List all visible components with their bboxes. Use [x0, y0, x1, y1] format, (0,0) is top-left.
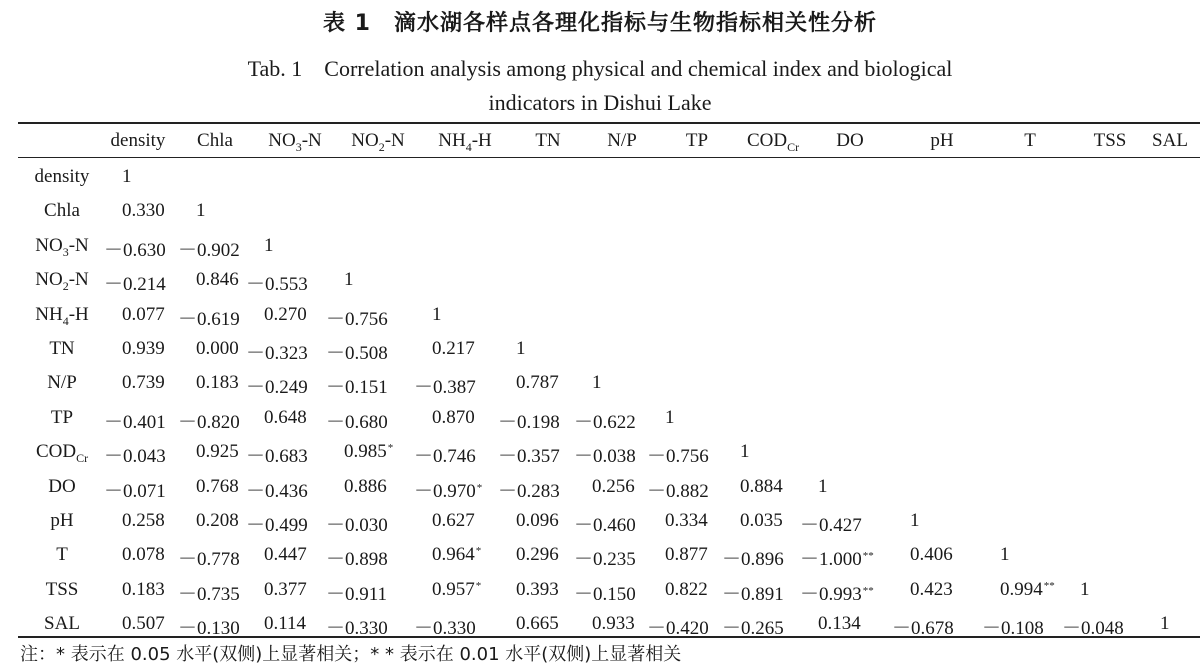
table-cell: 1	[516, 338, 526, 359]
table-cell: －0.387	[414, 377, 476, 399]
table-cell: －0.882	[647, 480, 709, 502]
table-cell: －0.683	[246, 446, 308, 468]
table-cell: 1	[818, 475, 828, 497]
significance-marker: **	[1043, 579, 1055, 592]
table-cell: －0.499	[246, 515, 308, 536]
column-header-13: TSS	[1093, 130, 1127, 151]
table-cell: －0.330	[326, 618, 388, 640]
table-cell: －0.420	[647, 618, 709, 640]
table-cell: －0.553	[246, 274, 308, 296]
table-cell: －0.401	[104, 411, 166, 433]
table-cell: 0.208	[196, 510, 239, 531]
table-cell: 0.096	[516, 510, 559, 531]
column-header-9: $COD_{Cr}$	[746, 130, 800, 154]
table-cell: －0.891	[722, 583, 784, 605]
row-label-11: pH	[50, 510, 74, 531]
table-cell: 1	[1000, 544, 1010, 566]
table-cell: 1	[196, 200, 206, 222]
table-header-rule	[18, 157, 1200, 158]
table-cell: 0.334	[665, 510, 708, 531]
row-label-9: $COD_{Cr}$	[35, 441, 89, 465]
table-cell: 0.217	[432, 338, 475, 359]
table-cell: －0.427	[800, 515, 862, 536]
table-cell: －0.043	[104, 446, 166, 468]
row-label-14: SAL	[44, 613, 80, 635]
table-top-rule	[18, 122, 1200, 124]
table-cell: 0.507	[122, 613, 165, 635]
row-label-6: TN	[49, 338, 75, 359]
table-cell: －0.130	[178, 618, 240, 640]
column-header-3: $NO_3-N$	[268, 130, 322, 154]
column-header-10: DO	[836, 130, 864, 151]
table-cell: 0.134	[818, 613, 861, 635]
table-cell: 0.870	[432, 406, 475, 428]
table-cell: 0.925	[196, 441, 239, 463]
table-cell: 0.787	[516, 372, 559, 394]
column-header-2: Chla	[197, 130, 233, 151]
table-cell: 1	[910, 510, 920, 531]
table-cell: －0.896	[722, 549, 784, 571]
table-cell: －0.323	[246, 343, 308, 364]
column-header-1: density	[110, 130, 166, 151]
table-cell: －0.071	[104, 480, 166, 502]
table-cell: 1	[344, 269, 354, 291]
table-cell: 1	[122, 166, 132, 187]
table-cell: －0.680	[326, 411, 388, 433]
table-cell: 0.078	[122, 544, 165, 566]
row-label-2: Chla	[44, 200, 80, 222]
table-cell: 0.035	[740, 510, 783, 531]
table-cell: 0.256	[592, 475, 635, 497]
table-cell: 0.884	[740, 475, 783, 497]
table-cell: 0.423	[910, 578, 953, 600]
table-cell: －0.436	[246, 480, 308, 502]
table-cell: －0.214	[104, 274, 166, 296]
table-cell: 0.393	[516, 578, 559, 600]
table-cell: 0.447	[264, 544, 307, 566]
column-header-7: N/P	[607, 130, 637, 151]
column-header-5: $NH_4-H$	[438, 130, 492, 154]
column-header-14: SAL	[1152, 130, 1188, 151]
row-label-13: TSS	[45, 578, 79, 600]
table-cell: －0.151	[326, 377, 388, 399]
column-header-4: $NO_2-N$	[351, 130, 405, 154]
table-cell: －0.622	[574, 411, 636, 433]
significance-marker: *	[475, 545, 482, 558]
significance-marker: **	[862, 584, 874, 597]
table-cell: 0.648	[264, 406, 307, 428]
table-cell: 0.877	[665, 544, 708, 566]
table-cell: 0.330	[122, 200, 165, 222]
table-cell: 0.768	[196, 475, 239, 497]
column-header-12: T	[1024, 130, 1036, 151]
table-cell: －0.619	[178, 308, 240, 330]
table-cell: 0.957*	[432, 578, 482, 600]
table-cell: －0.265	[722, 618, 784, 640]
table-cell: 0.183	[196, 372, 239, 394]
row-label-10: DO	[48, 475, 76, 497]
table-cell: 0.114	[264, 613, 307, 635]
table-cell: 0.739	[122, 372, 165, 394]
table-cell: 1	[1160, 613, 1170, 635]
row-label-8: TP	[50, 406, 74, 428]
table-cell: －0.249	[246, 377, 308, 399]
table-cell: －0.460	[574, 515, 636, 536]
table-cell: －0.198	[498, 411, 560, 433]
table-footnote: 注：* 表示在 0.05 水平(双侧)上显著相关；* * 表示在 0.01 水平(双侧)上显著相关	[20, 644, 682, 665]
table-cell: 1	[740, 441, 750, 463]
table-cell: 0.964*	[432, 544, 482, 566]
table-cell: 0.183	[122, 578, 165, 600]
table-caption-chinese: 表 1 滴水湖各样点各理化指标与生物指标相关性分析	[323, 11, 877, 36]
table-cell: －0.048	[1062, 618, 1124, 640]
table-cell: 0.994**	[1000, 578, 1055, 600]
table-cell: －0.030	[326, 515, 388, 536]
table-cell: －1.000**	[800, 549, 874, 571]
table-cell: 0.406	[910, 544, 953, 566]
table-cell: 1	[592, 372, 602, 394]
table-cell: －0.330	[414, 618, 476, 640]
row-label-3: $NO_3-N$	[35, 234, 89, 259]
table-cell: 1	[432, 303, 442, 325]
table-cell: －0.746	[414, 446, 476, 468]
table-cell: －0.898	[326, 549, 388, 571]
row-label-7: N/P	[47, 372, 77, 394]
table-cell: －0.108	[982, 618, 1044, 640]
table-cell: －0.902	[178, 239, 240, 261]
table-cell: 0.270	[264, 303, 307, 325]
table-cell: －0.735	[178, 583, 240, 605]
table-cell: 0.627	[432, 510, 475, 531]
table-cell: 0.077	[122, 303, 165, 325]
table-cell: －0.150	[574, 583, 636, 605]
table-cell: 0.886	[344, 475, 387, 497]
significance-marker: *	[475, 579, 482, 592]
table-cell: －0.970*	[414, 480, 483, 502]
row-label-12: T	[56, 544, 68, 566]
row-label-1: density	[34, 166, 90, 187]
table-cell: －0.756	[326, 308, 388, 330]
table-cell: －0.993**	[800, 583, 874, 605]
table-cell: －0.911	[326, 583, 388, 605]
table-cell: 0.258	[122, 510, 165, 531]
row-label-5: $NH_4-H$	[35, 303, 89, 328]
table-caption-english-line1: Tab. 1 Correlation analysis among physical and chemical index and biological	[247, 56, 953, 81]
table-cell: －0.235	[574, 549, 636, 571]
table-cell: 0.822	[665, 578, 708, 600]
table-cell: －0.820	[178, 411, 240, 433]
significance-marker: *	[387, 442, 394, 455]
table-cell: 0.846	[196, 269, 239, 291]
column-header-8: TP	[685, 130, 709, 151]
table-cell: －0.283	[498, 480, 560, 502]
table-cell: －0.508	[326, 343, 388, 364]
table-cell: －0.678	[892, 618, 954, 640]
table-cell: 1	[665, 406, 675, 428]
table-cell: 0.939	[122, 338, 165, 359]
table-cell: －0.038	[574, 446, 636, 468]
table-cell: 0.377	[264, 578, 307, 600]
table-cell: 0.665	[516, 613, 559, 635]
table-cell: －0.778	[178, 549, 240, 571]
column-header-11: pH	[930, 130, 954, 151]
table-cell: 0.985*	[344, 441, 394, 463]
table-cell: －0.756	[647, 446, 709, 468]
table-cell: 0.000	[196, 338, 239, 359]
table-cell: 1	[1080, 578, 1090, 600]
table-cell: 0.296	[516, 544, 559, 566]
table-caption-english-line2: indicators in Dishui Lake	[488, 90, 712, 115]
significance-marker: *	[476, 481, 483, 494]
table-cell: 0.933	[592, 613, 635, 635]
table-cell: 1	[264, 234, 274, 256]
row-label-4: $NO_2-N$	[35, 269, 89, 293]
column-header-6: TN	[535, 130, 561, 151]
table-cell: －0.357	[498, 446, 560, 468]
table-cell: －0.630	[104, 239, 166, 261]
significance-marker: **	[862, 550, 874, 563]
